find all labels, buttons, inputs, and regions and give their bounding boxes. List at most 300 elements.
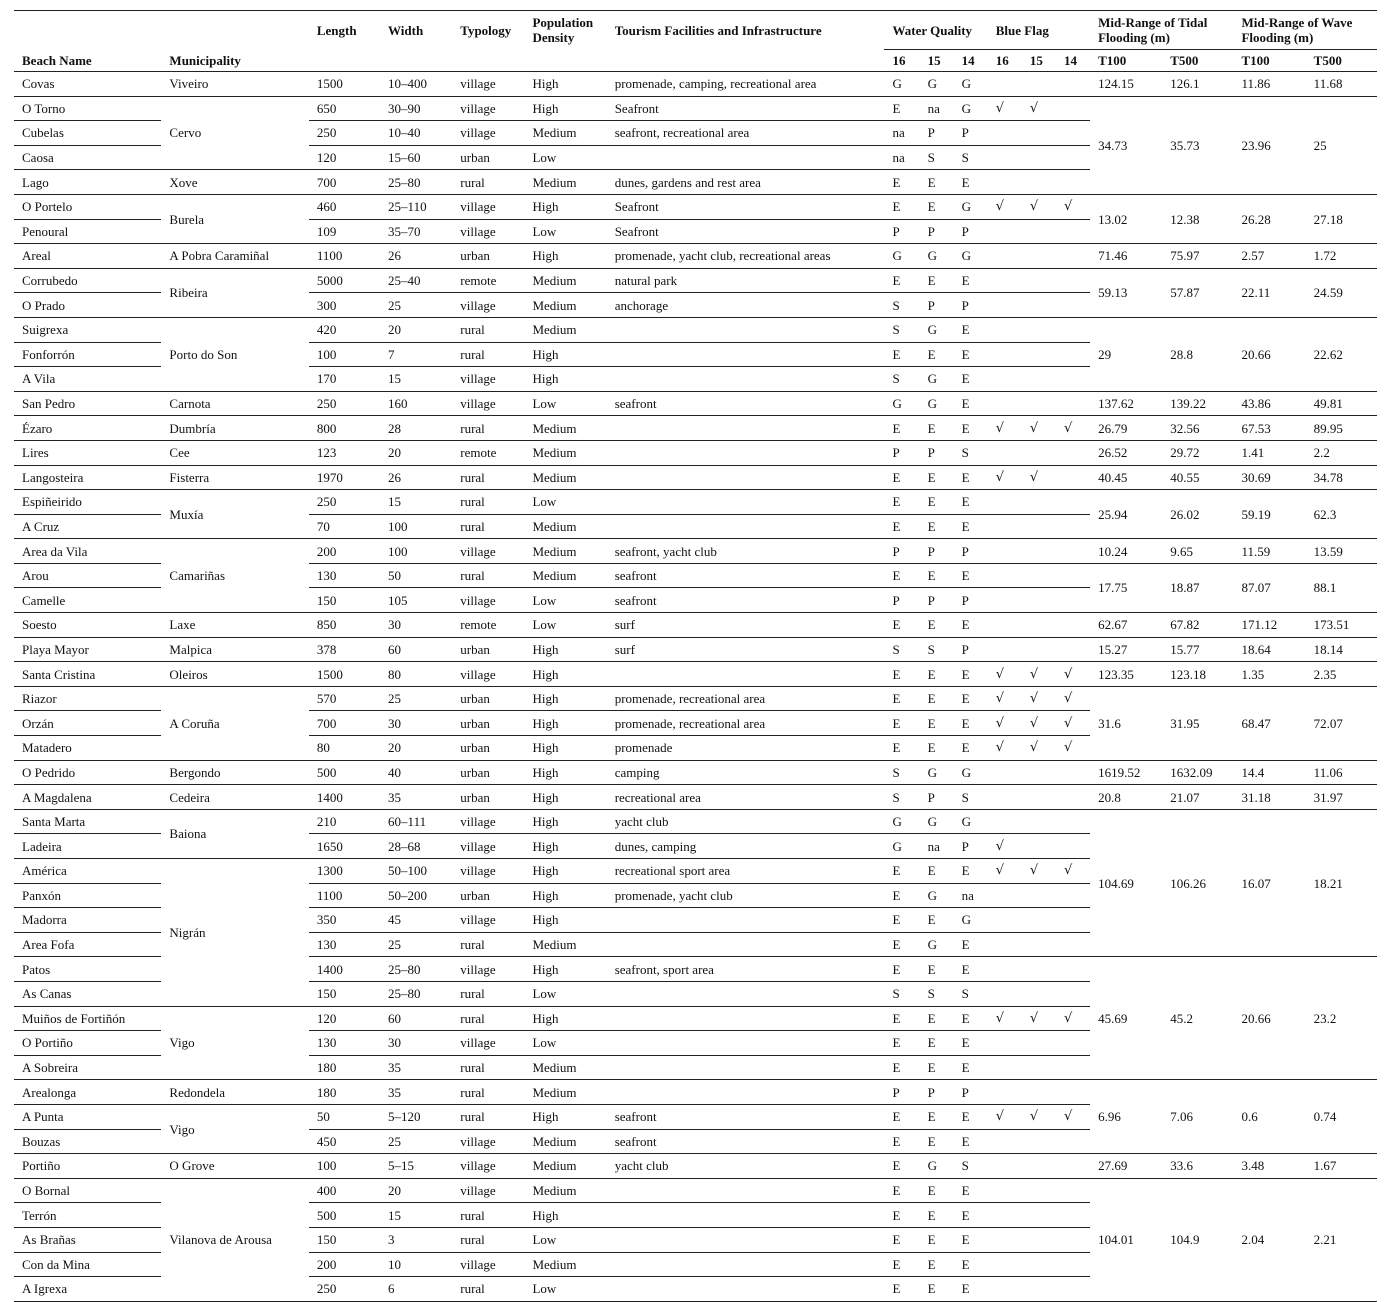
wave-t500-cell: 24.59	[1306, 268, 1377, 317]
blue-flag-check-cell: √	[1022, 465, 1056, 490]
width-cell: 35	[380, 785, 452, 810]
length-cell: 500	[309, 1203, 380, 1228]
tourism-cell	[607, 367, 885, 392]
beach-name-cell: A Cruz	[14, 514, 161, 539]
tidal-t500-cell: 35.73	[1162, 96, 1233, 194]
blue-flag-check-cell	[1056, 1055, 1090, 1080]
tidal-t100-cell: 34.73	[1090, 96, 1162, 194]
width-cell: 15	[380, 1203, 452, 1228]
tidal-t500-cell: 104.9	[1170, 1232, 1200, 1248]
water-quality-cell: E	[920, 1006, 954, 1031]
blue-flag-check-cell	[1056, 563, 1090, 588]
blue-flag-check-cell	[1022, 908, 1056, 933]
population-density-cell: High	[524, 736, 606, 761]
water-quality-cell: E	[920, 1129, 954, 1154]
blue-flag-check-cell	[1022, 563, 1056, 588]
water-quality-cell: S	[884, 293, 919, 318]
width-cell: 100	[380, 514, 452, 539]
blue-flag-check-cell	[1022, 1252, 1056, 1277]
wave-t500-cell: 0.74	[1306, 1080, 1377, 1154]
blue-flag-check-cell	[988, 170, 1022, 195]
blue-flag-check-cell	[1056, 244, 1090, 269]
tidal-t100-cell: 45.69	[1090, 957, 1162, 1080]
blue-flag-check-cell	[1022, 514, 1056, 539]
typology-cell: urban	[452, 637, 524, 662]
tourism-cell: Seafront	[607, 194, 885, 219]
blue-flag-check-cell: √	[1056, 662, 1090, 687]
water-quality-cell: E	[920, 514, 954, 539]
length-cell: 650	[309, 96, 380, 121]
tidal-t100-cell: 124.15	[1090, 72, 1162, 97]
population-density-cell: Medium	[524, 1154, 606, 1179]
water-quality-cell: E	[884, 662, 919, 687]
table-row	[14, 465, 1377, 490]
blue-flag-check-cell	[988, 244, 1022, 269]
typology-cell: village	[452, 1252, 524, 1277]
typology-cell: village	[452, 96, 524, 121]
beach-name-cell: Arealonga	[14, 1080, 161, 1105]
wave-t100-header: T100	[1233, 50, 1305, 72]
municipality-cell: A Pobra Caramiñal	[161, 244, 308, 269]
typology-cell: village	[452, 809, 524, 834]
municipality-cell: Vilanova de Arousa	[169, 1232, 272, 1248]
length-cell: 378	[309, 637, 380, 662]
width-cell: 100	[380, 539, 452, 564]
population-density-cell: High	[524, 194, 606, 219]
water-quality-cell: E	[884, 883, 919, 908]
population-density-header: Population Density	[532, 15, 594, 46]
tidal-t500-cell: 123.18	[1162, 662, 1233, 687]
length-cell: 150	[309, 588, 380, 613]
water-quality-cell: E	[884, 686, 919, 711]
water-quality-cell: P	[884, 539, 919, 564]
water-quality-cell: P	[954, 834, 988, 859]
width-cell: 25–80	[380, 981, 452, 1006]
wave-t100-cell: 14.4	[1233, 760, 1305, 785]
blue-flag-check-cell: √	[988, 465, 1022, 490]
table-body	[14, 72, 1377, 1302]
length-cell: 460	[309, 194, 380, 219]
water-quality-cell: E	[954, 1252, 988, 1277]
width-cell: 28	[380, 416, 452, 441]
water-quality-cell: S	[954, 785, 988, 810]
water-quality-cell: E	[961, 1281, 970, 1297]
wave-t100-cell: 2.57	[1233, 244, 1305, 269]
width-cell: 15	[380, 367, 452, 392]
water-quality-cell: G	[884, 391, 919, 416]
blue-flag-check-cell: √	[1022, 1104, 1056, 1129]
tourism-cell: yacht club	[607, 809, 885, 834]
width-cell: 20	[380, 440, 452, 465]
blue-flag-check-cell	[1022, 1203, 1056, 1228]
table-row	[14, 416, 1377, 441]
tidal-t100-cell: 27.69	[1090, 1154, 1162, 1179]
typology-cell: remote	[452, 613, 524, 638]
width-cell: 5–15	[380, 1154, 452, 1179]
blue-flag-check-cell	[988, 317, 1022, 342]
water-quality-cell: E	[884, 342, 919, 367]
tidal-t500-cell: 139.22	[1162, 391, 1233, 416]
municipality-cell: Vigo	[161, 1006, 308, 1080]
wave-t100-cell: 11.59	[1233, 539, 1305, 564]
municipality-header-top	[161, 11, 308, 50]
blue-flag-check-cell: √	[1022, 736, 1056, 761]
beach-name-cell: Lires	[14, 440, 161, 465]
wave-t500-cell: 1.72	[1306, 244, 1377, 269]
length-cell: 300	[309, 293, 380, 318]
population-density-cell: High	[524, 686, 606, 711]
blue-flag-check-cell	[1022, 932, 1056, 957]
blue-flag-check-cell	[1056, 1154, 1090, 1179]
width-cell: 30	[380, 1031, 452, 1056]
water-quality-cell: P	[954, 219, 988, 244]
blue-flag-check-cell	[1056, 637, 1090, 662]
municipality-cell: Ribeira	[161, 268, 308, 317]
width-cell: 60	[380, 637, 452, 662]
table-row	[14, 686, 1377, 711]
population-density-cell: Low	[524, 145, 606, 170]
blue-flag-check-cell	[1056, 391, 1090, 416]
blue-flag-check-cell	[1022, 268, 1056, 293]
water-quality-cell: S	[954, 440, 988, 465]
table-row	[14, 637, 1377, 662]
width-cell: 6	[388, 1281, 395, 1297]
width-cell: 60–111	[380, 809, 452, 834]
width-cell: 80	[380, 662, 452, 687]
blue-flag-check-cell	[988, 613, 1022, 638]
blue-flag-check-cell	[988, 514, 1022, 539]
width-cell: 15–60	[380, 145, 452, 170]
population-density-cell: Medium	[524, 514, 606, 539]
municipality-cell: Bergondo	[161, 760, 308, 785]
width-cell: 30	[380, 613, 452, 638]
water-quality-cell: G	[954, 760, 988, 785]
water-quality-cell: E	[920, 1031, 954, 1056]
population-density-cell: High	[524, 1006, 606, 1031]
blue-flag-check-cell	[1022, 219, 1056, 244]
blue-flag-check-cell	[988, 293, 1022, 318]
blue-flag-check-cell: √	[1056, 1006, 1090, 1031]
tidal-t500-cell: 21.07	[1162, 785, 1233, 810]
blue-flag-check-cell	[1022, 957, 1056, 982]
municipality-cell: Burela	[161, 194, 308, 243]
beach-name-cell: O Bornal	[14, 1178, 161, 1203]
length-cell: 250	[309, 490, 380, 515]
width-cell: 25	[380, 932, 452, 957]
municipality-cell: Malpica	[161, 637, 308, 662]
length-cell: 1400	[309, 785, 380, 810]
water-quality-cell: G	[954, 72, 988, 97]
blue-flag-check-cell: √	[988, 194, 1022, 219]
beach-name-cell: Fonforrón	[14, 342, 161, 367]
width-cell: 25–40	[380, 268, 452, 293]
wave-t500-cell: 72.07	[1306, 686, 1377, 760]
width-cell: 30–90	[380, 96, 452, 121]
tidal-t500-cell: 9.65	[1162, 539, 1233, 564]
water-quality-cell: E	[920, 268, 954, 293]
length-cell: 80	[309, 736, 380, 761]
water-quality-cell: E	[920, 1178, 954, 1203]
water-quality-cell: P	[954, 539, 988, 564]
blue-flag-check-cell	[988, 957, 1022, 982]
blue-flag-check-cell	[988, 588, 1022, 613]
tourism-cell	[607, 1006, 885, 1031]
water-quality-cell: E	[920, 908, 954, 933]
beach-name-cell: Lago	[14, 170, 161, 195]
length-cell: 1650	[309, 834, 380, 859]
wave-t500-cell: 13.59	[1306, 539, 1377, 564]
blue-flag-check-cell	[1022, 391, 1056, 416]
tourism-cell: dunes, gardens and rest area	[607, 170, 885, 195]
length-cell: 1100	[309, 883, 380, 908]
typology-cell: urban	[452, 244, 524, 269]
tidal-flooding-header: Mid-Range of Tidal Flooding (m)	[1090, 11, 1233, 50]
water-quality-cell: E	[920, 465, 954, 490]
blue-flag-check-cell	[988, 391, 1022, 416]
width-cell: 5–120	[380, 1104, 452, 1129]
water-quality-cell: E	[920, 957, 954, 982]
tidal-t500-cell: 126.1	[1162, 72, 1233, 97]
water-quality-cell: E	[920, 563, 954, 588]
tourism-cell	[607, 514, 885, 539]
beach-name-cell: A Punta	[14, 1104, 161, 1129]
length-cell: 420	[309, 317, 380, 342]
width-cell: 10–400	[380, 72, 452, 97]
tidal-t100-cell: 26.79	[1090, 416, 1162, 441]
beach-name-cell: Camelle	[14, 588, 161, 613]
water-quality-cell: E	[884, 96, 919, 121]
water-quality-cell: E	[884, 736, 919, 761]
population-density-cell: High	[524, 662, 606, 687]
typology-cell: rural	[452, 1227, 524, 1252]
blue-flag-check-cell: √	[1022, 1006, 1056, 1031]
population-density-cell: Medium	[524, 416, 606, 441]
beach-name-cell: Ézaro	[14, 416, 161, 441]
water-quality-cell: P	[920, 121, 954, 146]
water-quality-cell: E	[954, 613, 988, 638]
bf-year-14: 14	[1056, 50, 1090, 72]
blue-flag-check-cell: √	[1056, 686, 1090, 711]
blue-flag-check-cell	[1022, 1080, 1056, 1105]
wave-t500-cell: 62.3	[1306, 490, 1377, 539]
tourism-cell	[607, 932, 885, 957]
population-density-cell: Medium	[524, 539, 606, 564]
water-quality-cell: S	[920, 981, 954, 1006]
length-cell: 1400	[309, 957, 380, 982]
blue-flag-check-cell	[1022, 637, 1056, 662]
beach-name-cell: O Prado	[14, 293, 161, 318]
population-density-cell: High	[524, 957, 606, 982]
beach-name-cell: Bouzas	[14, 1129, 161, 1154]
tidal-t100-cell: 59.13	[1090, 268, 1162, 317]
water-quality-cell: P	[954, 588, 988, 613]
water-quality-cell: P	[954, 293, 988, 318]
water-quality-cell: E	[884, 170, 919, 195]
width-cell: 3	[380, 1227, 452, 1252]
blue-flag-check-cell	[988, 932, 1022, 957]
blue-flag-check-cell	[1056, 957, 1090, 982]
typology-cell: village	[452, 859, 524, 884]
typology-cell: urban	[452, 736, 524, 761]
tourism-cell	[607, 1203, 885, 1228]
tidal-t100-cell: 10.24	[1090, 539, 1162, 564]
water-quality-cell: E	[884, 957, 919, 982]
tourism-cell	[607, 1252, 885, 1277]
population-density-cell: Medium	[524, 317, 606, 342]
blue-flag-check-cell	[1022, 539, 1056, 564]
blue-flag-check-cell: √	[988, 96, 1022, 121]
water-quality-cell: E	[954, 391, 988, 416]
blue-flag-check-cell	[1022, 72, 1056, 97]
water-quality-cell: E	[954, 1227, 988, 1252]
blue-flag-check-cell	[1022, 1031, 1056, 1056]
water-quality-cell: E	[954, 416, 988, 441]
wave-t100-cell: 20.66	[1233, 957, 1305, 1080]
width-cell: 10	[380, 1252, 452, 1277]
tidal-t100-cell: 71.46	[1090, 244, 1162, 269]
length-cell: 123	[309, 440, 380, 465]
blue-flag-check-cell	[988, 219, 1022, 244]
beach-name-cell: Espiñeirido	[14, 490, 161, 515]
typology-cell: rural	[452, 514, 524, 539]
blue-flag-check-cell	[1056, 1031, 1090, 1056]
population-density-cell: Low	[532, 1281, 557, 1297]
water-quality-cell: S	[954, 145, 988, 170]
tidal-t100-cell: 104.01	[1098, 1232, 1134, 1248]
tidal-t100-cell: 13.02	[1090, 194, 1162, 243]
typology-cell: village	[452, 1031, 524, 1056]
water-quality-cell: E	[920, 1227, 954, 1252]
municipality-cell: Laxe	[161, 613, 308, 638]
typology-cell: rural	[452, 490, 524, 515]
blue-flag-check-cell	[1022, 293, 1056, 318]
water-quality-cell: E	[884, 1104, 919, 1129]
tidal-t500-cell: 40.55	[1162, 465, 1233, 490]
length-cell: 150	[309, 1227, 380, 1252]
blue-flag-check-cell: √	[988, 1006, 1022, 1031]
width-cell: 25–110	[380, 194, 452, 219]
tourism-cell: promenade, yacht club	[607, 883, 885, 908]
blue-flag-check-cell	[1022, 1154, 1056, 1179]
municipality-cell: O Grove	[161, 1154, 308, 1179]
population-density-cell: High	[524, 342, 606, 367]
width-cell: 45	[380, 908, 452, 933]
municipality-cell: Baiona	[161, 809, 308, 858]
blue-flag-check-cell	[988, 785, 1022, 810]
blue-flag-check-cell	[988, 1080, 1022, 1105]
population-density-cell: High	[524, 244, 606, 269]
water-quality-cell: S	[884, 637, 919, 662]
beach-name-cell: O Portelo	[14, 194, 161, 219]
blue-flag-check-cell	[1056, 932, 1090, 957]
typology-cell: urban	[452, 785, 524, 810]
width-cell: 28–68	[380, 834, 452, 859]
water-quality-cell: G	[920, 809, 954, 834]
beach-name-cell: As Canas	[14, 981, 161, 1006]
width-cell: 35	[380, 1080, 452, 1105]
tourism-cell: promenade, recreational area	[607, 711, 885, 736]
table-row	[14, 490, 1377, 515]
blue-flag-header: Blue Flag	[988, 11, 1090, 50]
typology-cell: urban	[452, 686, 524, 711]
blue-flag-check-cell	[988, 440, 1022, 465]
blue-flag-check-cell	[1022, 1178, 1056, 1203]
water-quality-cell: G	[920, 932, 954, 957]
length-cell: 350	[309, 908, 380, 933]
length-cell: 700	[309, 170, 380, 195]
water-quality-cell: E	[954, 367, 988, 392]
water-quality-cell: P	[884, 588, 919, 613]
typology-cell: rural	[452, 170, 524, 195]
tidal-t500-cell: 106.26	[1162, 809, 1233, 957]
typology-cell: village	[452, 72, 524, 97]
length-cell: 180	[309, 1055, 380, 1080]
typology-cell: village	[452, 957, 524, 982]
bf-year-15: 15	[1022, 50, 1056, 72]
tourism-cell: recreational sport area	[607, 859, 885, 884]
blue-flag-check-cell	[1022, 367, 1056, 392]
tourism-cell: yacht club	[607, 1154, 885, 1179]
population-density-cell: Medium	[524, 268, 606, 293]
water-quality-cell: E	[884, 932, 919, 957]
width-cell: 26	[380, 465, 452, 490]
wave-t100-cell: 67.53	[1233, 416, 1305, 441]
water-quality-cell: P	[920, 785, 954, 810]
beach-name-cell: Suigrexa	[14, 317, 161, 342]
water-quality-cell: E	[954, 1178, 988, 1203]
blue-flag-check-cell	[1022, 760, 1056, 785]
tourism-cell: seafront, recreational area	[607, 121, 885, 146]
blue-flag-check-cell: √	[1022, 194, 1056, 219]
length-cell: 1970	[309, 465, 380, 490]
wave-t100-cell: 11.86	[1233, 72, 1305, 97]
water-quality-cell: G	[920, 367, 954, 392]
tidal-t500-cell: 67.82	[1162, 613, 1233, 638]
beach-name-cell: Patos	[14, 957, 161, 982]
water-quality-cell: E	[920, 1104, 954, 1129]
water-quality-cell: G	[954, 96, 988, 121]
table-row	[14, 268, 1377, 293]
water-quality-cell: P	[954, 1080, 988, 1105]
tidal-t500-cell: 15.77	[1162, 637, 1233, 662]
length-cell: 70	[309, 514, 380, 539]
table-header	[14, 11, 1377, 72]
water-quality-cell: P	[884, 219, 919, 244]
water-quality-cell: E	[920, 711, 954, 736]
tidal-t100-cell: 25.94	[1090, 490, 1162, 539]
beach-name-cell: Muiños de Fortiñón	[14, 1006, 161, 1031]
width-cell: 50–200	[380, 883, 452, 908]
water-quality-cell: E	[884, 1178, 919, 1203]
water-quality-cell: E	[884, 465, 919, 490]
water-quality-cell: G	[954, 244, 988, 269]
water-quality-cell: E	[954, 662, 988, 687]
length-cell: 200	[309, 1252, 380, 1277]
water-quality-cell: S	[884, 785, 919, 810]
typology-cell: village	[452, 908, 524, 933]
blue-flag-check-cell	[988, 908, 1022, 933]
water-quality-cell: P	[920, 219, 954, 244]
width-cell: 25	[380, 293, 452, 318]
width-cell: 35	[380, 1055, 452, 1080]
wave-t100-cell: 31.18	[1233, 785, 1305, 810]
typology-cell: urban	[452, 145, 524, 170]
tourism-cell	[607, 1055, 885, 1080]
length-cell: 120	[309, 145, 380, 170]
water-quality-cell: P	[954, 637, 988, 662]
population-density-cell: Medium	[524, 1055, 606, 1080]
blue-flag-check-cell: √	[1056, 1104, 1090, 1129]
